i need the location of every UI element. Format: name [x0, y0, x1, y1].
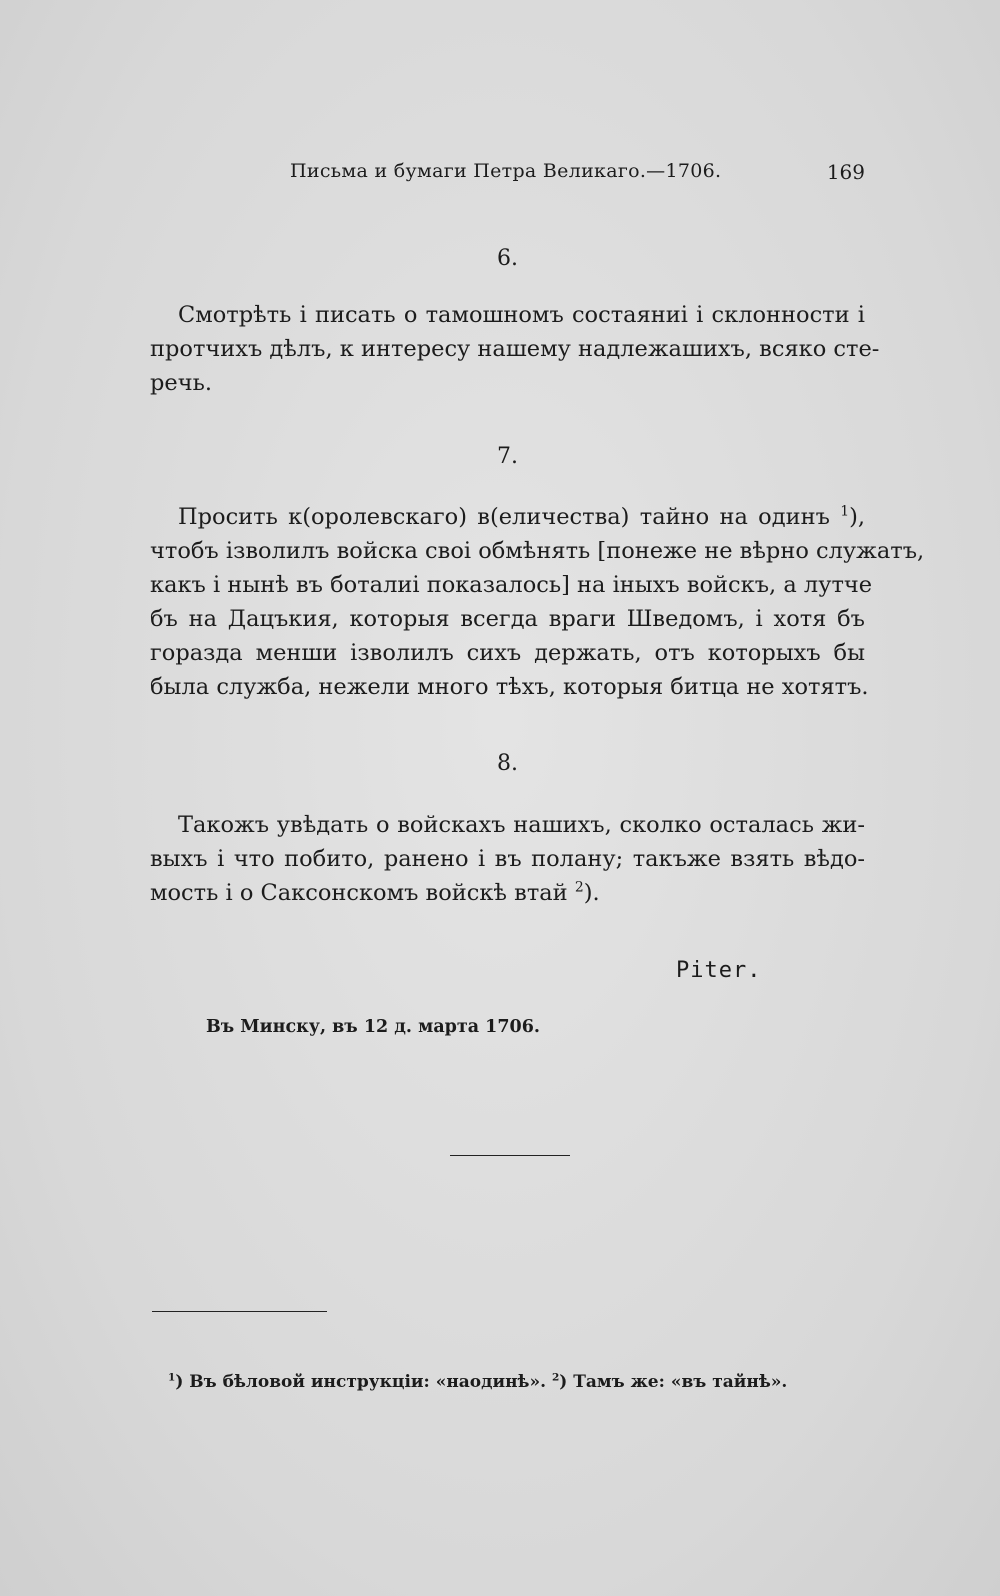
- footnote-rule: [152, 1311, 327, 1312]
- text-line: [150, 500, 865, 534]
- text-line: бъ на Дацъкия, которыя всегда враги Шведомъ, і хотя бъ: [150, 606, 865, 632]
- text-line: выхъ і что побито, ранено і въ полану; такъже взять вѣдо-: [150, 846, 865, 872]
- text-line: какъ і нынѣ въ боталиі показалось] на іныхъ войскъ, а лутче: [150, 572, 873, 598]
- running-title: Письма и бумаги Петра Великаго.—1706.: [290, 160, 722, 182]
- footnotes: [168, 1372, 787, 1392]
- section-6-paragraph: [150, 298, 880, 400]
- footnote-ref-2: 2: [574, 879, 584, 896]
- section-7-paragraph: [150, 500, 925, 704]
- section-number-7: 7.: [497, 444, 518, 469]
- text-line: чтобъ ізволилъ войска своі обмѣнять [понеже не вѣрно служатъ,: [150, 538, 925, 564]
- text-line: протчихъ дѣлъ, к интересу нашему надлежашихъ, всяко сте-: [150, 336, 880, 362]
- section-number-6: 6.: [497, 246, 518, 271]
- section-8-paragraph: [150, 808, 865, 910]
- signature: Piter.: [676, 958, 762, 983]
- text-line: речь.: [150, 370, 212, 396]
- footnote-1-text: Въ бѣловой инструкціи: «наодинѣ».: [189, 1372, 547, 1392]
- footnote-ref-1: 1: [840, 503, 850, 520]
- running-header: [150, 160, 865, 190]
- text-line: Такожъ увѣдать о войскахъ нашихъ, сколко осталась жи-: [178, 812, 865, 838]
- section-number-8: 8.: [497, 751, 518, 776]
- text-line: была служба, нежели много тѣхъ, которыя битца не хотятъ.: [150, 674, 869, 700]
- footnote-2: $^2$) Тамъ же: «въ тайнѣ».: [551, 1371, 788, 1392]
- footnote-2-marker: 2: [551, 1371, 560, 1384]
- text-line: горазда менши ізволилъ сихъ держать, отъ которыхъ бы: [150, 640, 865, 666]
- text-line: Смотрѣть і писать о тамошномъ состаяниі і склонности і: [178, 302, 865, 328]
- page-number: 169: [826, 160, 865, 184]
- footnote-1: $^1$) Въ бѣловой инструкціи: «наодинѣ».: [168, 1371, 547, 1392]
- footnote-2-text: Тамъ же: «въ тайнѣ».: [573, 1372, 788, 1392]
- text-line: мость і о Саксонскомъ войскѣ втай $^2$).: [150, 879, 600, 906]
- place-date: Въ Минску, въ 12 д. марта 1706.: [206, 1017, 540, 1037]
- text-line-with-footnote-ref: Просить к(оролевскаго) в(еличества) тайно на одинъ $^1$),: [178, 503, 865, 530]
- footnote-1-marker: 1: [168, 1371, 176, 1384]
- section-divider: [450, 1155, 570, 1156]
